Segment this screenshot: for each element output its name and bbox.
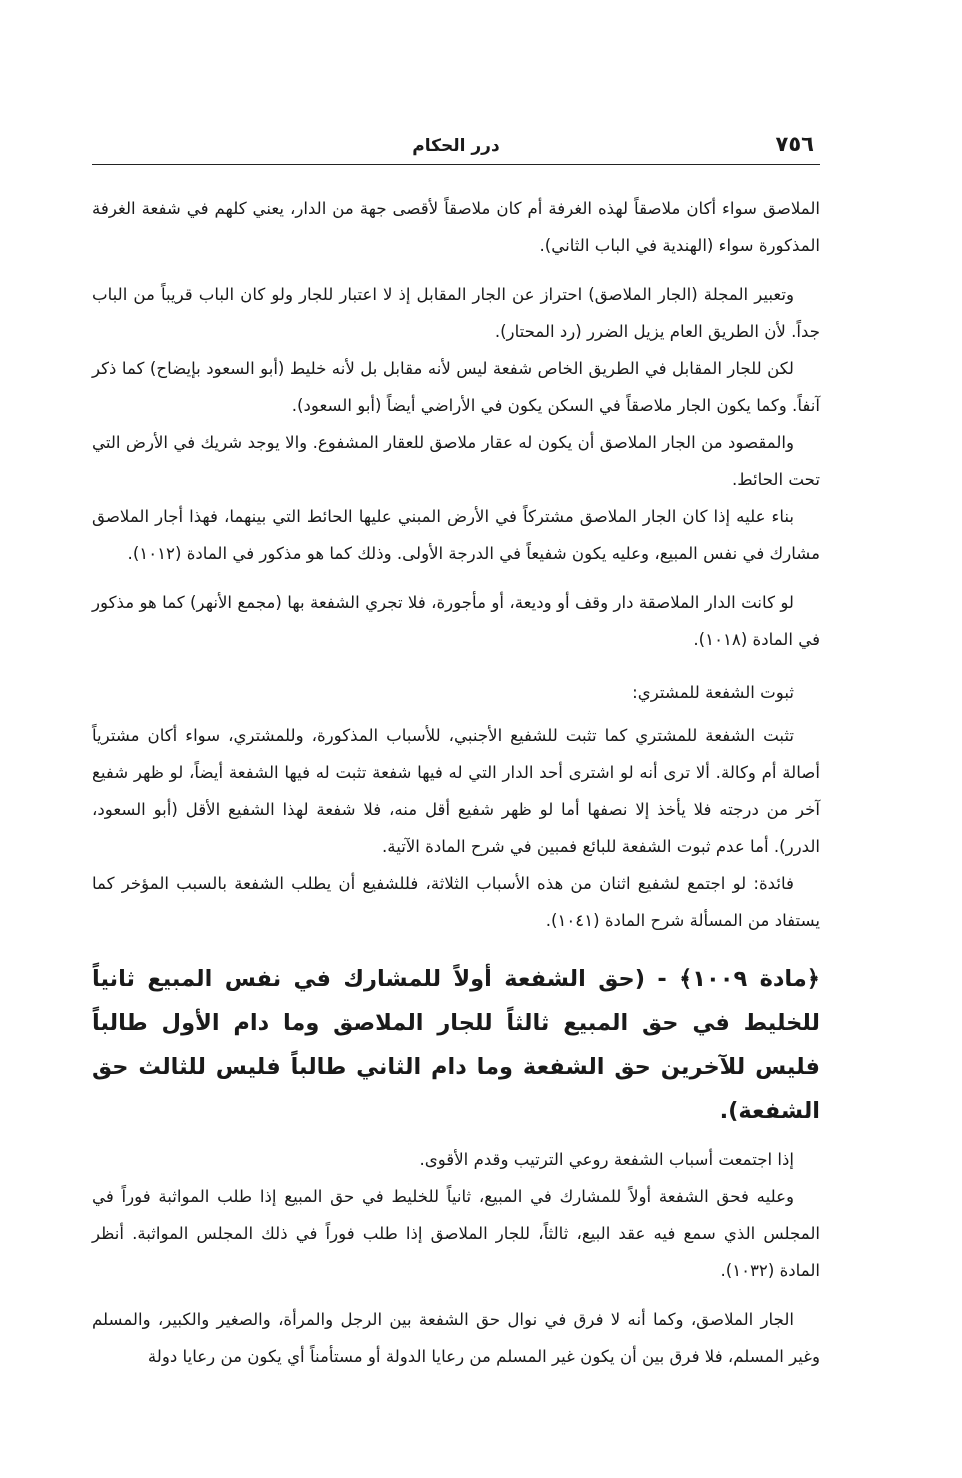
article-1009: ﴿مادة ١٠٠٩﴾ - (حق الشفعة أولاً للمشارك في نفس المبيع ثانياً للخليط في حق المبيع ثالثاً للجار الملاصق وما دام الأول طالباً فليس للآخرين حق الشفعة وما دام الثاني طالباً فليس للثالث حق الشفعة).: [92, 966, 820, 1124]
book-page: [92, 0, 820, 1478]
paragraph-order-details: وعليه فحق الشفعة أولاً للمشارك في المبيع، ثانياً للخليط في حق المبيع إذا طلب المواثبة فوراً في المجلس الذي سمع فيه عقد البيع، ثالثاً، للجار الملاصق إذا طلب فوراً في ذلك المجلس المواثبة. أنظر المادة (١٠٣٢).: [92, 1187, 820, 1280]
paragraph-majalla-expression: وتعبير المجلة (الجار الملاصق) احتراز عن الجار المقابل إذ لا اعتبار للجار ولو كان الباب قريباً من الباب جداً. لأن الطريق العام يزيل الضرر (رد المحتار).: [92, 285, 820, 341]
page-body: [92, 190, 820, 1375]
page-number: ٧٥٦: [775, 132, 814, 156]
paragraph-shared-wall: بناء عليه إذا كان الجار الملاصق مشتركاً في الأرض المبني عليها الحائط التي بينهما، فهذا أجار الملاصق مشارك في نفس المبيع، وعليه يكون شفيعاً في الدرجة الأولى. وذلك كما هو مذكور في المادة (١٠١٢).: [92, 507, 820, 563]
paragraph-buyer-preemption: تثبت الشفعة للمشتري كما تثبت للشفيع الأجنبي، للأسباب المذكورة، وللمشتري، سواء أكان مشترياً أصالة أم وكالة. ألا ترى أنه لو اشترى أحد الدار التي له فيها شفعة تثبت له فيها الشفعة أيضاً، لو ظهر شفيع آخر من درجته فلا يأخذ إلا نصفها أما لو ظهر شفيع أقل منه، فلا شفعة لهذا الشفيع الأقل (أبو السعود، الدرر). أما عدم ثبوت الشفعة للبائع فمبين في شرح المادة الآتية.: [92, 726, 820, 856]
running-title: درر الحكام: [412, 136, 500, 156]
paragraph-benefit-note: فائدة: لو اجتمع لشفيع اثنان من هذه الأسباب الثلاثة، فللشفيع أن يطلب الشفعة بالسبب المؤخر كما يستفاد من المسألة شرح المادة (١٠٤١).: [92, 874, 820, 930]
paragraph-no-difference: الجار الملاصق، وكما أنه لا فرق في نوال حق الشفعة بين الرجل والمرأة، والصغير والكبير، والمسلم وغير المسلم، فلا فرق بين أن يكون غير المسلم من رعايا الدولة أو مستأمناً أي يكون من رعايا دولة: [92, 1310, 820, 1366]
paragraph-adjacent-neighbor-meaning: والمقصود من الجار الملاصق أن يكون له عقار ملاصق للعقار المشفوع. والا يوجد شريك في الأرض التي تحت الحائط.: [92, 433, 820, 489]
paragraph-opposite-neighbor: لكن للجار المقابل في الطريق الخاص شفعة ليس لأنه مقابل بل لأنه خليط (أبو السعود بإيضاح) كما ذكر آنفاً. وكما يكون الجار ملاصقاً في السكن يكون في الأراضي أيضاً (أبو السعود).: [92, 359, 820, 415]
page-header: [92, 130, 820, 165]
paragraph-order-of-causes: إذا اجتمعت أسباب الشفعة روعي الترتيب وقدم الأقوى.: [419, 1150, 794, 1169]
paragraph-waqf-house: لو كانت الدار الملاصقة دار وقف أو وديعة، أو مأجورة، فلا تجري الشفعة بها (مجمع الأنهر) كما هو مذكور في المادة (١٠١٨).: [92, 593, 820, 649]
section-heading-buyer: ثبوت الشفعة للمشتري:: [632, 683, 794, 702]
paragraph-continuation: الملاصق سواء أكان ملاصقاً لهذه الغرفة أم كان ملاصقاً لأقصى جهة من الدار، يعني كلهم في شفعة الغرفة المذكورة سواء (الهندية في الباب الثاني).: [92, 199, 820, 255]
